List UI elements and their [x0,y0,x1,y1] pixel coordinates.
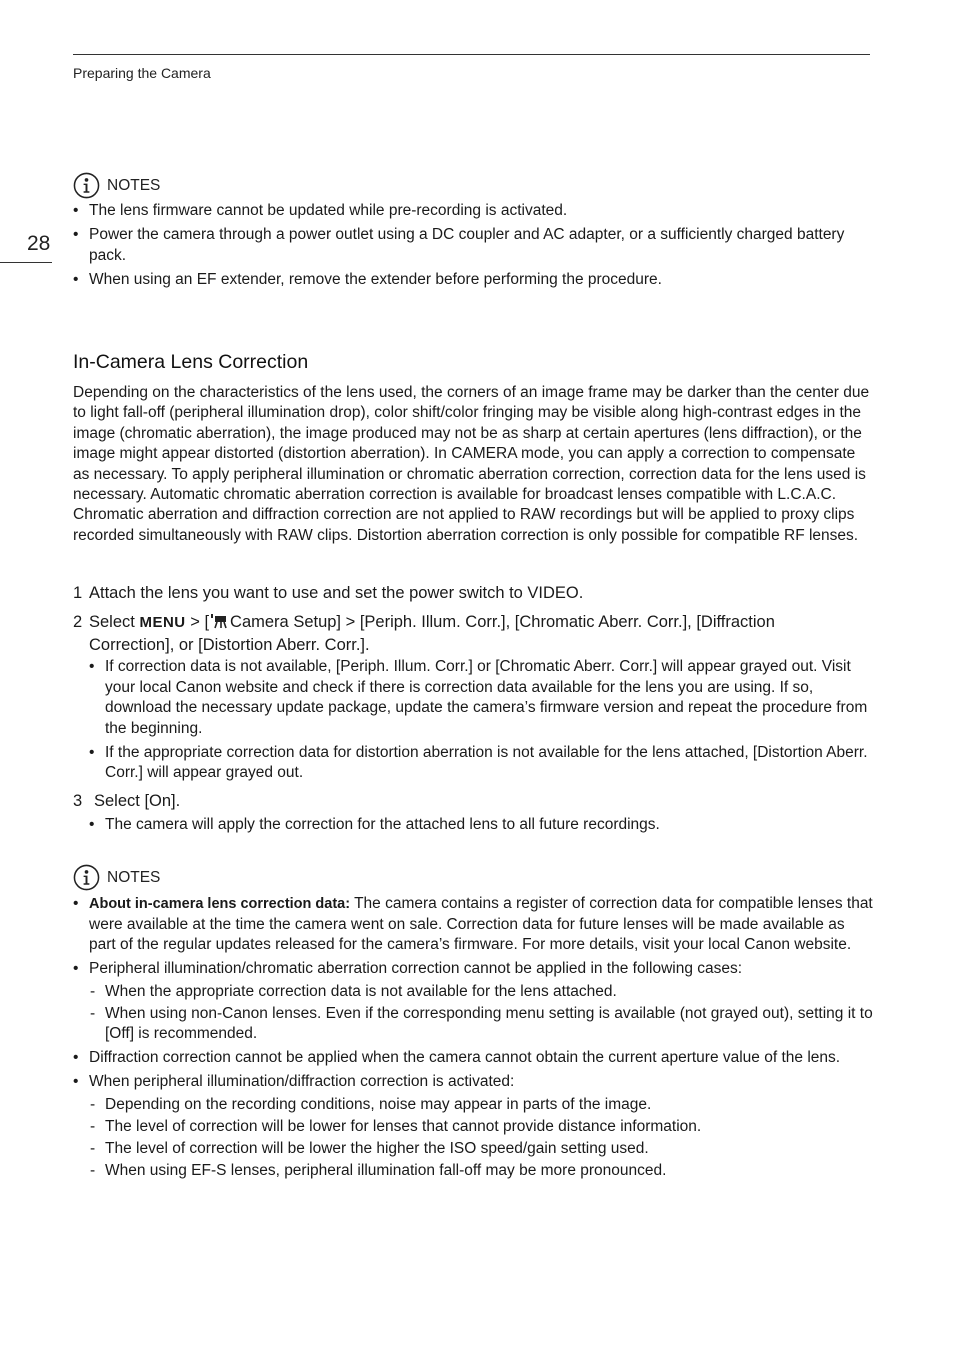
list-item: • If correction data is not available, [Periph. Illum. Corr.] or [Chromatic Aberr. Corr.] will appear grayed out. Visit your local Canon website and check if there is correction data available for the lens you are using. If so, download the necessary update package, update the camera’s firmware version and repeat the procedure from the beginning. [89,657,873,739]
page-number: 28 [27,232,51,255]
page-number-rule [0,262,52,263]
section-title: In-Camera Lens Correction [73,351,309,373]
list-item: • If the appropriate correction data for distortion aberration is not available for the lens attached, [Distortion Aberr. Corr.] will appear grayed out. [89,743,873,784]
item-text: Peripheral illumination/chromatic aberration correction cannot be applied in the following cases: [89,960,743,977]
step-number: 3 [73,792,83,810]
step-prefix: Select [89,613,135,631]
section-body: Depending on the characteristics of the lens used, the corners of an image frame may be darker than the center due to light fall-off (peripheral illumination drop), color shift/color fringing may be visible along high-contrast edges in the image (chromatic aberration), the image produced may not be as sharp at certain apertures (lens diffraction), or the image might appear distorted (distortion aberration). In CAMERA mode, you can apply a correction to compensate as necessary. To apply peripheral illumination or chromatic aberration correction, correction data for the lens used is necessary. Automatic chromatic aberration correction is available for broadcast lenses compatible with L.C.A.C. Chromatic aberration and diffraction correction are not applied to RAW recordings but will be applied to proxy clips recorded simultaneously with RAW clips. Distortion aberration correction is only possible for compatible RF lenses. [73,384,870,544]
menu-button-label: MENU [139,614,186,631]
notes-heading [73,864,160,891]
list-item: • Power the camera through a power outlet using a DC coupler and AC adapter, or a sufficiently charged battery pack. [73,225,873,266]
list-item: • The lens firmware cannot be updated while pre-recording is activated. [73,201,873,222]
sub-list-item: - When using EF-S lenses, peripheral illumination fall-off may be more pronounced. [89,1161,873,1182]
camera-setup-icon [210,613,228,629]
step-continuation: Correction], or [Distortion Aberr. Corr.]. [89,636,370,654]
info-icon [73,864,100,891]
step-2 [73,611,873,656]
notes-heading [73,172,160,199]
notes-list [73,201,873,294]
item-text: When peripheral illumination/diffraction correction is activated: [89,1073,515,1090]
step-number: 2 [73,613,83,631]
menu-path: Camera Setup] > [Periph. Illum. Corr.], [Chromatic Aberr. Corr.], [Diffraction [230,613,775,631]
menu-separator: > [190,613,200,631]
step-3-bullets [89,815,873,839]
step-3 [73,790,873,812]
list-item [73,894,873,956]
list-item: • Diffraction correction cannot be applied when the camera cannot obtain the current aperture value of the lens. [73,1048,873,1069]
step-text: Select [On]. [94,792,181,810]
info-icon [73,172,100,199]
sub-list-item: - Depending on the recording conditions, noise may appear in parts of the image. [89,1095,873,1116]
header-rule [73,54,870,55]
step-1 [73,582,873,604]
step-text: Attach the lens you want to use and set the power switch to VIDEO. [89,584,584,602]
menu-bracket: [ [204,613,210,631]
step-number: 1 [73,584,83,602]
bold-lead: About in-camera lens correction data: [89,896,351,912]
sub-list-item: - When the appropriate correction data is not available for the lens attached. [89,982,873,1003]
sub-list [89,1095,873,1182]
item-text: The camera contains a register of correction data for compatible lenses that were available at the time the camera went on sale. Correction data for future lenses will be made available as part of the regular updates released for the camera’s firmware. For more details, visit your local Canon website. [89,895,873,953]
list-item [73,959,873,1045]
list-item [73,1072,873,1181]
sub-list-item: - When using non-Canon lenses. Even if the corresponding menu setting is available (not grayed out), setting it to [Off] is recommended. [89,1004,873,1045]
sub-list [89,982,873,1045]
list-item: • When using an EF extender, remove the extender before performing the procedure. [73,270,873,291]
step-2-bullets [89,657,873,787]
notes-label: NOTES [107,868,161,886]
sub-list-item: - The level of correction will be lower the higher the ISO speed/gain setting used. [89,1139,873,1160]
list-item: • The camera will apply the correction for the attached lens to all future recordings. [89,815,873,836]
running-header: Preparing the Camera [73,65,211,81]
sub-list-item: - The level of correction will be lower for lenses that cannot provide distance information. [89,1117,873,1138]
notes-list [73,894,873,1185]
notes-label: NOTES [107,176,161,194]
